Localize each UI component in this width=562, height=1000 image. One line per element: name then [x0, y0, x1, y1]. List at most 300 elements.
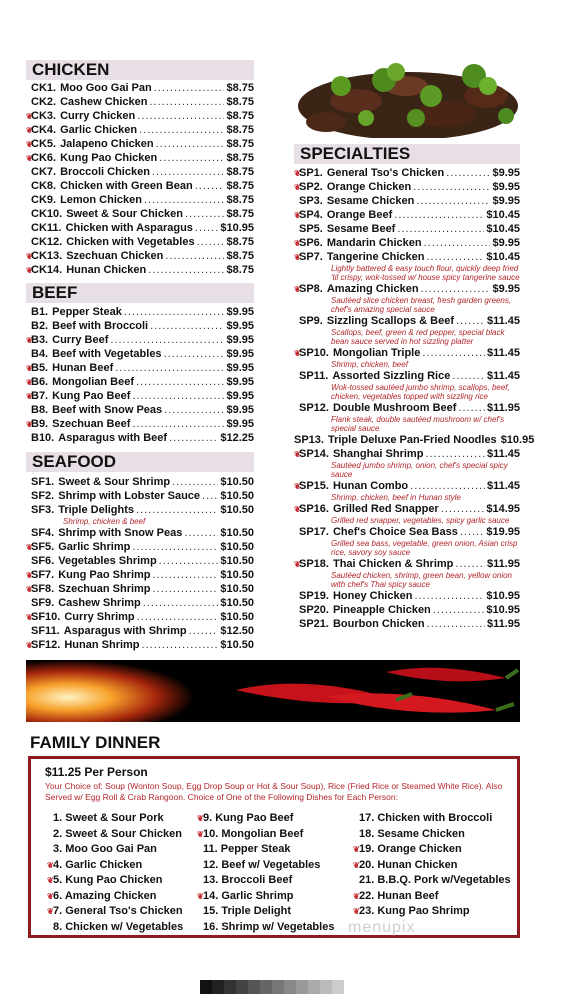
chili-pepper-icon: ❦	[353, 891, 360, 901]
family-dish-label: 5. Kung Pao Chicken	[53, 874, 163, 886]
item-price: $11.45	[486, 480, 520, 492]
family-dish-label: 1. Sweet & Sour Pork	[53, 812, 164, 824]
dot-leader	[136, 375, 224, 389]
item-name: Hunan Beef	[52, 362, 114, 374]
menu-item	[26, 568, 254, 582]
item-code: SP3.	[299, 195, 323, 207]
chili-pepper-icon: ❦	[294, 183, 301, 192]
item-name: Garlic Chicken	[60, 124, 138, 136]
item-name: Vegetables Shrimp	[58, 555, 157, 567]
item-name: Orange Beef	[326, 209, 393, 221]
item-name: Curry Chicken	[60, 110, 136, 122]
beef-broccoli-photo	[296, 56, 520, 138]
item-code: SF1.	[31, 476, 55, 488]
dot-leader	[132, 540, 218, 554]
dot-leader	[456, 314, 485, 328]
beef-list	[26, 305, 254, 445]
item-price: $10.95	[486, 590, 520, 602]
item-price: $10.50	[220, 611, 254, 623]
dot-leader	[189, 624, 219, 638]
menu-item	[294, 401, 520, 415]
menu-item	[26, 95, 254, 109]
menu-item	[26, 333, 254, 347]
family-dish-label: 9. Kung Pao Beef	[203, 812, 294, 824]
menu-item	[294, 166, 520, 180]
menu-item	[294, 250, 520, 264]
item-name: Assorted Sizzling Rice	[332, 370, 451, 382]
dot-leader	[159, 554, 219, 568]
family-dish-option	[197, 827, 334, 843]
item-price: $10.50	[220, 541, 254, 553]
item-name: Amazing Chicken	[326, 283, 419, 295]
item-code: SP15.	[299, 480, 329, 492]
dot-leader	[150, 319, 224, 333]
item-code: SF4.	[31, 527, 55, 539]
item-price: $10.45	[486, 223, 520, 235]
item-code: SF2.	[31, 490, 55, 502]
menu-item	[26, 165, 254, 179]
chili-pepper-banner	[26, 660, 520, 722]
item-code: CK9.	[31, 194, 57, 206]
item-price: $9.95	[226, 390, 254, 402]
chili-pepper-icon: ❦	[26, 252, 33, 261]
family-dish-label: 12. Beef w/ Vegetables	[203, 858, 321, 871]
menu-item	[294, 208, 520, 222]
family-dinner-box	[28, 756, 520, 938]
chili-pepper-icon: ❦	[197, 891, 204, 901]
item-description: Sautéed slice chicken breast, fresh garden greens, chef's amazing special sauce	[331, 296, 512, 314]
item-name: Pineapple Chicken	[332, 604, 431, 616]
item-code: B5.	[31, 362, 49, 374]
dot-leader	[460, 525, 484, 539]
item-code: SP14.	[299, 448, 329, 460]
family-dish-label: 22. Hunan Beef	[359, 889, 439, 902]
dot-leader	[164, 347, 225, 361]
menu-item	[294, 479, 520, 493]
item-name: Tangerine Chicken	[326, 251, 425, 263]
item-price: $11.45	[486, 347, 520, 359]
chili-pepper-icon: ❦	[294, 169, 301, 178]
menu-item	[26, 361, 254, 375]
item-name: General Tso's Chicken	[326, 167, 445, 179]
dot-leader	[137, 610, 219, 624]
dot-leader	[132, 389, 224, 403]
item-name: Moo Goo Gai Pan	[60, 82, 152, 94]
item-code: SP19.	[299, 590, 329, 602]
chili-pepper-icon: ❦	[26, 641, 33, 650]
item-code: SP11.	[299, 370, 329, 382]
family-dish-label: 13. Broccoli Beef	[203, 874, 293, 886]
menu-item	[294, 502, 520, 516]
item-code: SF10.	[31, 611, 61, 623]
specialties-list	[294, 166, 535, 631]
dot-leader	[153, 582, 219, 596]
menu-item	[26, 540, 254, 554]
menu-item	[26, 526, 254, 540]
item-code: SP1.	[299, 167, 323, 179]
chili-pepper-icon: ❦	[47, 876, 54, 885]
item-price: $9.95	[492, 181, 520, 193]
item-code: B1.	[31, 306, 49, 318]
menu-item	[26, 193, 254, 207]
dot-leader	[184, 526, 218, 540]
item-code: CK5.	[31, 138, 57, 150]
family-dish-label: 23. Kung Pao Shrimp	[359, 905, 470, 917]
item-description: Wok-tossed sautéed jumbo shrimp, scallops, beef, chicken, vegetables topped with sizzling rice	[331, 383, 510, 401]
item-code: SP10.	[299, 347, 329, 359]
family-dish-label: 4. Garlic Chicken	[53, 858, 143, 871]
item-code: B7.	[31, 390, 49, 402]
item-code: SF5.	[31, 541, 55, 553]
item-description: Flank steak, double sautéed mushroom w/ chef's special sauce	[331, 415, 505, 433]
menu-item	[294, 369, 520, 383]
dot-leader	[446, 166, 490, 180]
menu-item	[26, 489, 254, 503]
item-price: $10.50	[220, 555, 254, 567]
family-dish-label: 7. General Tso's Chicken	[53, 905, 183, 917]
item-price: $9.95	[226, 320, 254, 332]
dot-leader	[185, 207, 225, 221]
dot-leader	[425, 447, 485, 461]
chili-pepper-icon: ❦	[47, 907, 54, 916]
menu-item	[294, 447, 520, 461]
menu-item	[294, 557, 520, 571]
item-code: SP12.	[299, 402, 329, 414]
item-price: $10.50	[220, 490, 254, 502]
dot-leader	[394, 208, 484, 222]
item-code: B2.	[31, 320, 49, 332]
dot-leader	[159, 151, 224, 165]
menu-item	[26, 347, 254, 361]
chili-pepper-icon: ❦	[26, 420, 33, 429]
dot-leader	[164, 403, 224, 417]
item-name: Lemon Chicken	[60, 194, 142, 206]
dot-leader	[202, 489, 218, 503]
dot-leader	[139, 123, 224, 137]
item-price: $12.25	[220, 432, 254, 444]
item-price: $8.75	[226, 124, 254, 136]
menu-item	[294, 222, 520, 236]
item-price: $10.50	[220, 527, 254, 539]
item-price: $11.95	[486, 402, 520, 414]
menu-item	[294, 525, 520, 539]
item-price: $10.50	[220, 583, 254, 595]
chili-pepper-icon: ❦	[197, 829, 204, 839]
dot-leader	[169, 431, 218, 445]
dot-leader	[427, 617, 485, 631]
dot-leader	[165, 249, 224, 263]
item-code: B4.	[31, 348, 49, 360]
chili-pepper-icon: ❦	[353, 845, 360, 854]
item-name: Szechuan Chicken	[66, 250, 164, 262]
item-code: CK12.	[31, 236, 63, 248]
menu-item	[294, 282, 520, 296]
family-dinner-description: Your Choice of: Soup (Wonton Soup, Egg Drop Soup or Hot & Sour Soup), Rice (Fried Rice or Steamed White Rice). Also Served w/ Egg Roll & Crab Rangoon. Choice of One of the Following Dishes for Each Person:	[45, 781, 503, 802]
item-code: CK1.	[31, 82, 57, 94]
chili-pepper-icon: ❦	[294, 450, 301, 459]
family-dish-label: 19. Orange Chicken	[359, 843, 462, 855]
chili-pepper-icon: ❦	[26, 140, 33, 149]
item-name: Honey Chicken	[332, 590, 413, 602]
chili-pepper-icon: ❦	[47, 891, 54, 901]
family-dish-option	[47, 842, 183, 858]
dot-leader	[452, 369, 485, 383]
item-code: SP7.	[299, 251, 323, 263]
item-code: B6.	[31, 376, 49, 388]
seafood-section-header	[26, 452, 254, 472]
family-dish-option	[197, 920, 334, 936]
chili-pepper-icon: ❦	[26, 571, 33, 580]
item-price: $9.95	[226, 306, 254, 318]
menu-item	[294, 236, 520, 250]
dot-leader	[142, 638, 219, 652]
item-price: $10.95	[500, 434, 535, 446]
chili-pepper-icon: ❦	[197, 814, 204, 823]
dot-leader	[197, 235, 225, 249]
item-price: $8.75	[226, 166, 254, 178]
item-description: Scallops, beef, green & red pepper, special black bean sauce served in hot sizzling platter	[331, 328, 505, 346]
dot-leader	[136, 503, 218, 517]
family-column-1	[47, 811, 183, 935]
menu-item	[26, 249, 254, 263]
family-column-3	[353, 811, 511, 920]
item-price: $10.95	[486, 604, 520, 616]
chili-pepper-icon: ❦	[294, 560, 301, 569]
item-name: Mongolian Triple	[332, 347, 421, 359]
chili-pepper-icon: ❦	[26, 613, 33, 622]
family-dish-label: 16. Shrimp w/ Vegetables	[203, 920, 335, 933]
item-code: SF6.	[31, 555, 55, 567]
dot-leader	[156, 137, 225, 151]
dot-leader	[172, 475, 218, 489]
item-code: CK10.	[31, 208, 63, 220]
menu-item	[294, 603, 520, 617]
item-price: $11.45	[486, 315, 520, 327]
dot-leader	[433, 603, 485, 617]
dot-leader	[441, 502, 485, 516]
family-dish-option	[47, 904, 183, 920]
family-dish-option	[197, 873, 334, 889]
item-name: Hunan Chicken	[66, 264, 147, 276]
menu-item	[26, 123, 254, 137]
dot-leader	[455, 557, 485, 571]
color-calibration-bar	[200, 980, 344, 994]
item-price: $8.75	[226, 250, 254, 262]
dot-leader	[416, 194, 490, 208]
item-name: Sesame Chicken	[326, 195, 415, 207]
item-price: $8.75	[226, 138, 254, 150]
menu-item	[26, 319, 254, 333]
item-description: Grilled sea bass, vegetable, green onion, Asian crisp rice, savory soy sauce	[331, 539, 518, 557]
item-name: Sizzling Scallops & Beef	[326, 315, 454, 327]
item-name: Shanghai Shrimp	[332, 448, 424, 460]
chili-pepper-icon: ❦	[26, 543, 33, 552]
item-code: CK8.	[31, 180, 57, 192]
menu-item	[26, 638, 254, 652]
item-description: Shrimp, chicken & beef	[63, 517, 146, 526]
item-code: SP5.	[299, 223, 323, 235]
family-dish-option	[197, 889, 334, 905]
item-price: $8.75	[226, 264, 254, 276]
chili-pepper-icon: ❦	[26, 585, 33, 594]
chili-pepper-icon: ❦	[294, 239, 301, 248]
item-code: SP18.	[299, 558, 329, 570]
menu-item	[26, 503, 254, 517]
item-name: Double Mushroom Beef	[332, 402, 457, 414]
family-dish-label: 8. Chicken w/ Vegetables	[53, 920, 184, 933]
item-description: Sautéed jumbo shrimp, onion, chef's special spicy sauce	[331, 461, 508, 479]
item-price: $12.50	[220, 625, 254, 637]
family-dish-option	[197, 842, 334, 858]
chili-pepper-icon: ❦	[353, 907, 360, 916]
dot-leader	[458, 401, 485, 415]
menu-item	[26, 403, 254, 417]
family-dish-label: 14. Garlic Shrimp	[203, 889, 294, 902]
family-dish-option	[47, 873, 183, 889]
item-name: Sweet & Sour Shrimp	[58, 476, 171, 488]
menu-item	[294, 314, 520, 328]
item-name: Cashew Shrimp	[58, 597, 141, 609]
seafood-title: SEAFOOD	[32, 452, 117, 471]
item-code: SF7.	[31, 569, 55, 581]
item-name: Mongolian Beef	[52, 376, 135, 388]
item-name: Asparagus with Beef	[58, 432, 168, 444]
chili-pepper-icon: ❦	[294, 482, 301, 491]
family-dinner-price: $11.25 Per Person	[45, 765, 148, 779]
family-dish-option	[47, 920, 183, 936]
item-name: Hunan Combo	[332, 480, 409, 492]
item-description: Sautéed chicken, shrimp, green bean, yellow onion with chef's Thai spicy sauce	[331, 571, 512, 589]
chili-pepper-icon: ❦	[294, 505, 301, 514]
item-name: Mandarin Chicken	[326, 237, 422, 249]
menu-item	[26, 417, 254, 431]
item-code: CK13.	[31, 250, 63, 262]
item-code: CK4.	[31, 124, 57, 136]
chili-pepper-icon: ❦	[294, 253, 301, 262]
item-code: SP16.	[299, 503, 329, 515]
item-price: $9.95	[492, 283, 520, 295]
item-code: SP13.	[294, 434, 324, 446]
chili-pepper-icon: ❦	[294, 285, 301, 294]
item-code: SP9.	[299, 315, 323, 327]
dot-leader	[144, 193, 225, 207]
item-name: Chicken with Vegetables	[66, 236, 195, 248]
chili-pepper-icon: ❦	[26, 392, 33, 401]
item-price: $14.95	[486, 503, 520, 515]
item-name: Bourbon Chicken	[332, 618, 425, 630]
family-dish-label: 6. Amazing Chicken	[53, 889, 157, 902]
item-name: Triple Deluxe Pan-Fried Noodles	[327, 434, 497, 446]
item-name: Hunan Shrimp	[64, 639, 140, 651]
item-price: $9.95	[226, 348, 254, 360]
item-code: B8.	[31, 404, 49, 416]
family-dish-option	[353, 858, 511, 874]
family-dish-label: 17. Chicken with Broccoli	[359, 812, 493, 824]
family-dish-label: 10. Mongolian Beef	[203, 827, 304, 840]
menu-item	[26, 610, 254, 624]
item-price: $10.95	[220, 222, 254, 234]
item-name: Shrimp with Lobster Sauce	[58, 490, 201, 502]
item-price: $19.95	[486, 526, 520, 538]
dot-leader	[413, 180, 490, 194]
menu-item	[26, 221, 254, 235]
item-code: SF8.	[31, 583, 55, 595]
family-dish-option	[47, 827, 183, 843]
item-name: Chicken with Asparagus	[65, 222, 193, 234]
item-name: Grilled Red Snapper	[332, 503, 439, 515]
item-price: $10.50	[220, 476, 254, 488]
item-price: $8.75	[226, 194, 254, 206]
item-name: Kung Pao Beef	[52, 390, 131, 402]
dot-leader	[153, 568, 219, 582]
chili-pepper-icon: ❦	[26, 336, 33, 345]
item-price: $8.75	[226, 180, 254, 192]
item-code: CK2.	[31, 96, 57, 108]
dot-leader	[152, 165, 225, 179]
item-code: SF3.	[31, 504, 55, 516]
item-price: $9.95	[492, 195, 520, 207]
dot-leader	[115, 361, 224, 375]
item-name: Sweet & Sour Chicken	[66, 208, 183, 220]
menu-item	[26, 137, 254, 151]
menu-item	[26, 235, 254, 249]
item-name: Kung Pao Shrimp	[58, 569, 151, 581]
item-code: SP21.	[299, 618, 329, 630]
item-code: CK11.	[31, 222, 62, 234]
menu-item	[26, 263, 254, 277]
item-code: CK7.	[31, 166, 57, 178]
menu-item	[294, 617, 520, 631]
item-name: Orange Chicken	[326, 181, 412, 193]
family-dish-option	[353, 889, 511, 905]
item-description: Lightly battered & easy touch flour, quickly deep fried 'til crispy, wok-tossed w/ house spicy tangerine sauce	[331, 264, 520, 282]
beef-section-header	[26, 283, 254, 303]
family-dish-label: 20. Hunan Chicken	[359, 858, 458, 871]
menu-item	[294, 433, 535, 447]
item-name: Szechuan Beef	[52, 418, 131, 430]
item-description: Shrimp, chicken, beef	[331, 360, 408, 369]
family-dish-label: 18. Sesame Chicken	[359, 827, 465, 840]
chili-pepper-icon: ❦	[294, 349, 301, 358]
item-code: SP6.	[299, 237, 323, 249]
chili-pepper-icon: ❦	[26, 364, 33, 373]
item-name: Beef with Vegetables	[52, 348, 162, 360]
item-code: SF9.	[31, 597, 55, 609]
family-dish-option	[47, 889, 183, 905]
item-code: SF11.	[31, 625, 60, 637]
item-code: SP8.	[299, 283, 323, 295]
chili-pepper-icon: ❦	[26, 112, 33, 121]
item-price: $8.75	[226, 236, 254, 248]
family-column-2	[197, 811, 334, 935]
beef-title: BEEF	[32, 283, 78, 302]
item-price: $8.75	[226, 110, 254, 122]
item-name: Chicken with Green Bean	[60, 180, 193, 192]
menu-item	[26, 596, 254, 610]
dot-leader	[421, 282, 491, 296]
item-price: $11.95	[486, 558, 520, 570]
item-description: Grilled red snapper, vegetables, spicy garlic sauce	[331, 516, 510, 525]
family-dish-label: 15. Triple Delight	[203, 905, 292, 917]
chili-pepper-icon: ❦	[26, 154, 33, 163]
menu-item	[26, 475, 254, 489]
item-price: $10.45	[486, 251, 520, 263]
chicken-section-header	[26, 60, 254, 80]
family-dish-option	[197, 811, 334, 827]
item-name: Beef with Snow Peas	[52, 404, 163, 416]
dot-leader	[132, 417, 224, 431]
item-code: SP17.	[299, 526, 329, 538]
